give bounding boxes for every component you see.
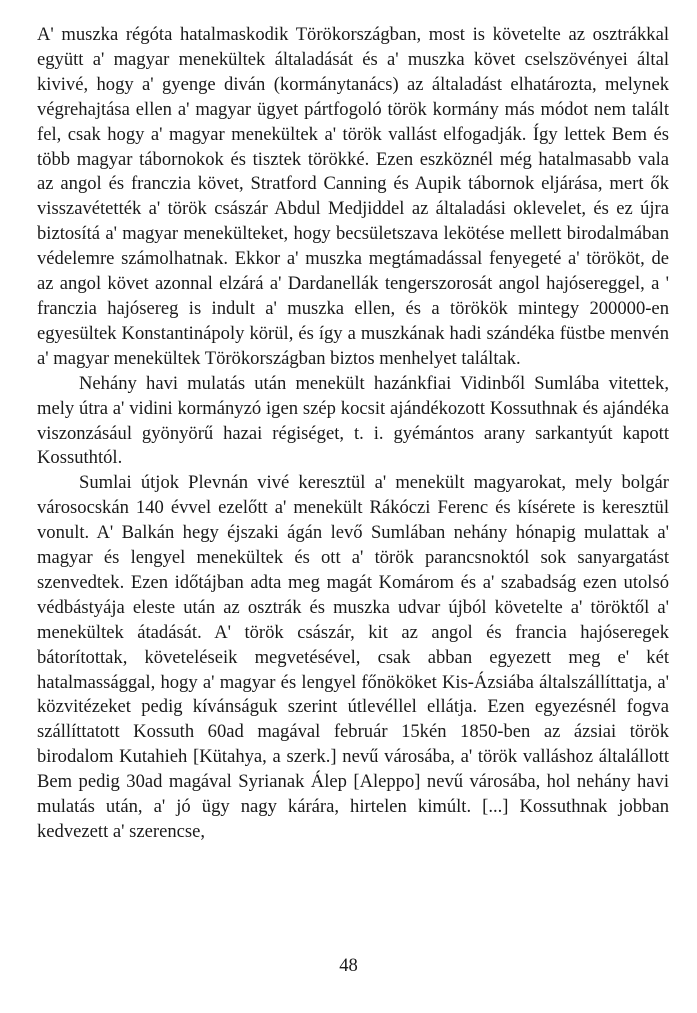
paragraph-1: A' muszka régóta hatalmaskodik Törökországban, most is követelte az osztrákkal együtt a' magyar menekültek általadását és a' muszka követ cselszövényei által kivivé, hogy a' gyenge diván (kormánytanács) az általadást elhatározta, melynek végrehajtása ellen a' magyar ügyet pártfogoló török kormány más módot nem talált fel, csak hogy a' magyar menekültek a' török vallást elfogadják. Így lettek Bem és több magyar tábornokok és tisztek törökké. Ezen eszköznél még hatalmasabb vala az angol és franczia követ, Stratford Canning és Aupik tábornok eljárása, mert ők visszavétették a' török császár Abdul Medjiddel az általadási oklevelet, és ez újra biztosítá a' magyar menekülteket, hogy becsületszava lekötése mellett birodalmában védelemre számolhatnak. Ekkor a' muszka megtámadással fenyegeté a' törököt, de az angol követ azonnal elzárá a' Dardanellák tengerszorosát angol hajósereggel, a ' franczia hajósereg is indult a' muszka ellen, és a törökök mintegy 200000-en egyesültek Konstantinápoly körül, és így a muszkának hadi szándéka füstbe menvén a' magyar menekültek Törökországban biztos menhelyet találtak. — [37, 24, 669, 369]
paragraph-3: Sumlai útjok Plevnán vivé keresztül a' menekült magyarokat, mely bolgár városocskán 140 évvel ezelőtt a' menekült Rákóczi Ferenc és kísérete is keresztül vonult. A' Balkán hegy éjszaki ágán levő Sumlában nehány hónapig mulattak a' magyar és lengyel menekültek és ott a' török parancsnoktól sok sanyargatást szenvedtek. Ezen időtájban adta meg magát Komárom és a' szabadság ezen utolsó védbástyája eleste után az osztrák és muszka udvar újból követelte a' töröktől a' menekültek átadását. A' török császár, kit az angol és francia hajóseregek bátorítottak, követeléseik megvetésével, csak abban egyezett meg e' két hatalmassággal, hogy a' magyar és lengyel főnököket Kis-Ázsiába általszállíttatja, a' közvitézeket pedig kívánságuk szerint útlevéllel ellátja. Ezen egyezésnél fogva szállíttatott Kossuth 60ad magával február 15kén 1850-ben az ázsiai török birodalom Kutahieh [Kütahya, a szerk.] nevű városába, a' török valláshoz általállott Bem pedig 30ad magával Syrianak Álep [Aleppo] nevű városába, hol nehány havi mulatás után, a' jó ügy nagy kárára, hirtelen kimúlt. [...] Kossuthnak jobban kedvezett a' szerencse, — [37, 472, 669, 842]
paragraph-2: Nehány havi mulatás után menekült hazánkfiai Vidinből Sumlába vitettek, mely útra a' vidini kormányzó igen szép kocsit ajándékozott Kossuthnak és ajándéka viszonzásául gyönyörű hazai régiséget, t. i. gyémántos arany sarkantyút kapott Kossuthtól. — [37, 372, 669, 469]
page-number: 48 — [339, 955, 358, 976]
page-body — [37, 23, 669, 845]
